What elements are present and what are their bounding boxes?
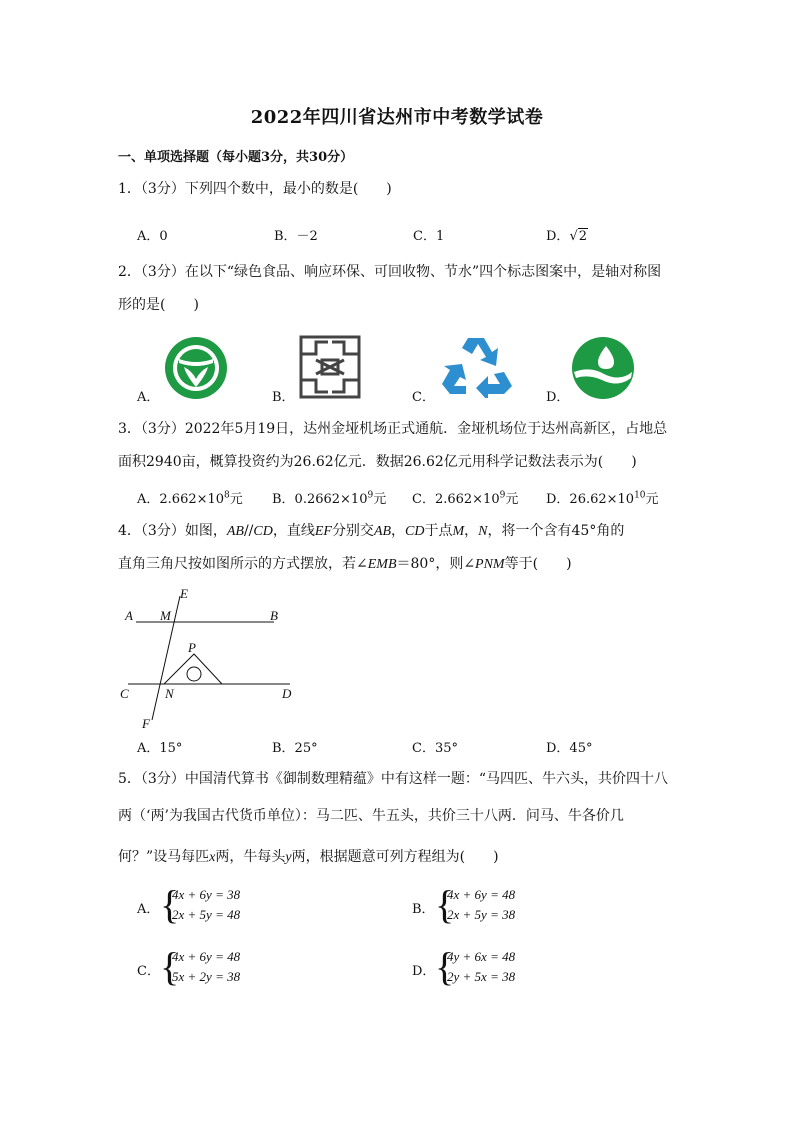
q4-parallel: // [243, 523, 254, 539]
q4-math-n: N [478, 524, 488, 539]
label-p: P [188, 640, 196, 655]
q5-math-x: x [209, 850, 216, 865]
brace-icon: { [435, 882, 455, 927]
q4-math-ab: AB [373, 524, 392, 539]
q5-option-c-eq2: 5x + 2y = 38 [172, 969, 241, 984]
label-f: F [142, 716, 150, 731]
q3-option-b-base: B．0.2662×10 [272, 492, 368, 507]
q4-math-pnm: PNM [475, 557, 505, 572]
q5-option-d-eq1: 4y + 6x = 48 [447, 949, 516, 964]
water-saving-logo-icon [570, 336, 636, 400]
q2-option-c[interactable]: C． [412, 390, 435, 405]
q3-option-b[interactable] [272, 488, 386, 507]
q4-math-emb: EMB [367, 557, 397, 572]
q5-option-b-label[interactable]: B． [412, 902, 435, 917]
question-2-line1: 2．（3分）在以下“绿色食品、响应环保、可回收物、节水”四个标志图案中，是轴对称图 [118, 264, 662, 280]
q4-text: 等于( ) [504, 556, 572, 572]
question-5-line3 [118, 846, 499, 866]
q3-option-d-base: D．26.62×10 [546, 492, 635, 507]
label-m: M [160, 608, 171, 623]
q4-geometry-figure [118, 584, 298, 734]
q5-option-b-eq2: 2x + 5y = 38 [447, 907, 516, 922]
q3-option-c[interactable] [412, 488, 518, 507]
q4-text: ＝80°，则∠ [396, 556, 476, 572]
triangle-hole [187, 667, 201, 681]
q1-option-d-label: D． [546, 229, 570, 244]
q1-option-d[interactable] [546, 225, 588, 244]
recycle-logo-icon [438, 332, 514, 398]
q4-math-cd: CD [253, 524, 273, 539]
label-a: A [125, 608, 133, 623]
q5-option-a-eq2: 2x + 5y = 48 [172, 907, 241, 922]
q3-option-b-unit: 元 [373, 492, 387, 507]
q3-option-a-unit: 元 [229, 492, 243, 507]
q4-text: 于点 [424, 523, 453, 539]
q1-option-a[interactable]: A．0 [137, 229, 168, 244]
question-2-line2: 形的是( ) [118, 297, 199, 313]
q3-option-a-exp: 8 [224, 490, 230, 501]
q3-option-d-unit: 元 [645, 492, 659, 507]
section-heading: 一、单项选择题（每小题3分，共30分） [118, 150, 354, 165]
q5-option-c-label[interactable]: C． [137, 964, 160, 979]
q3-option-c-base: C．2.662×10 [412, 492, 500, 507]
q3-option-c-unit: 元 [505, 492, 519, 507]
q4-text: ， [464, 523, 479, 539]
q5-option-a-label[interactable]: A． [137, 902, 160, 917]
question-3-line2: 面积2940亩，概算投资约为26.62亿元．数据26.62亿元用科学记数法表示为( ) [118, 454, 637, 470]
label-c: C [120, 686, 129, 701]
brace-icon: { [160, 944, 180, 989]
q4-math-ef: EF [314, 524, 332, 539]
q1-option-b[interactable]: B．－2 [274, 229, 318, 244]
label-b: B [270, 608, 278, 623]
q5-option-a-eq1: 4x + 6y = 38 [172, 887, 241, 902]
q4-text: 直角三角尺按如图所示的方式摆放，若∠ [118, 556, 368, 572]
q1-option-c[interactable]: C．1 [413, 229, 445, 244]
q5-option-b-eq1: 4x + 6y = 48 [447, 887, 516, 902]
q4-text: 分别交 [331, 523, 374, 539]
q2-option-d[interactable]: D． [546, 390, 570, 405]
q1-option-d-radicand: 2 [578, 229, 588, 244]
question-5-line1: 5．（3分）中国清代算书《御制数理精蕴》中有这样一题：“马四匹、牛六头，共价四十八 [118, 771, 668, 787]
q5-text: 何？”设马每匹 [118, 849, 210, 865]
question-5-line2: 两（‘两’为我国古代货币单位）：马二匹、牛五头，共价三十八两．问马、牛各价几 [118, 808, 624, 824]
q3-option-b-exp: 9 [367, 490, 374, 501]
page-title: 2022年四川省达州市中考数学试卷 [250, 107, 544, 128]
q3-option-a[interactable] [137, 488, 243, 507]
q4-text: ，直线 [272, 523, 315, 539]
q3-option-d[interactable] [546, 488, 659, 507]
q4-math-ab: AB [226, 524, 244, 539]
q3-option-a-base: A．2.662×10 [137, 492, 225, 507]
environmental-logo-icon [298, 334, 362, 400]
question-1-stem: 1．（3分）下列四个数中，最小的数是( ) [118, 181, 392, 197]
green-food-logo-icon [162, 335, 230, 401]
question-4-line1 [118, 520, 624, 540]
q4-option-d[interactable]: D．45° [546, 741, 593, 756]
q4-option-b[interactable]: B．25° [272, 741, 318, 756]
q4-option-a[interactable]: A．15° [137, 741, 183, 756]
q5-text: 两，根据题意可列方程组为( ) [291, 849, 499, 865]
q4-text: ， [391, 523, 406, 539]
q4-text: 4．（3分）如图， [118, 523, 227, 539]
q4-math-cd: CD [405, 524, 425, 539]
q5-text: 两，牛每头 [215, 849, 286, 865]
q5-option-c-eq1: 4x + 6y = 48 [172, 949, 241, 964]
sqrt-icon: √ [569, 229, 578, 244]
q3-option-d-exp: 10 [634, 490, 646, 501]
brace-icon: { [435, 944, 455, 989]
q4-math-m: M [452, 524, 465, 539]
brace-icon: { [160, 882, 180, 927]
triangle-ruler [164, 654, 222, 684]
q2-option-b[interactable]: B． [272, 390, 295, 405]
q4-text: ，将一个含有45°角的 [487, 523, 625, 539]
q5-option-d-label[interactable]: D． [412, 964, 436, 979]
q3-option-c-exp: 9 [499, 490, 506, 501]
question-3-line1: 3．（3分）2022年5月19日，达州金垭机场正式通航．金垭机场位于达州高新区，占地总 [118, 421, 668, 437]
q2-option-a[interactable]: A． [137, 390, 160, 405]
label-n: N [165, 686, 174, 701]
q5-option-d-eq2: 2y + 5x = 38 [447, 969, 516, 984]
q4-option-c[interactable]: C．35° [412, 741, 458, 756]
q5-math-y: y [285, 850, 292, 865]
label-e: E [180, 586, 188, 601]
label-d: D [282, 686, 292, 701]
question-4-line2 [118, 553, 572, 573]
